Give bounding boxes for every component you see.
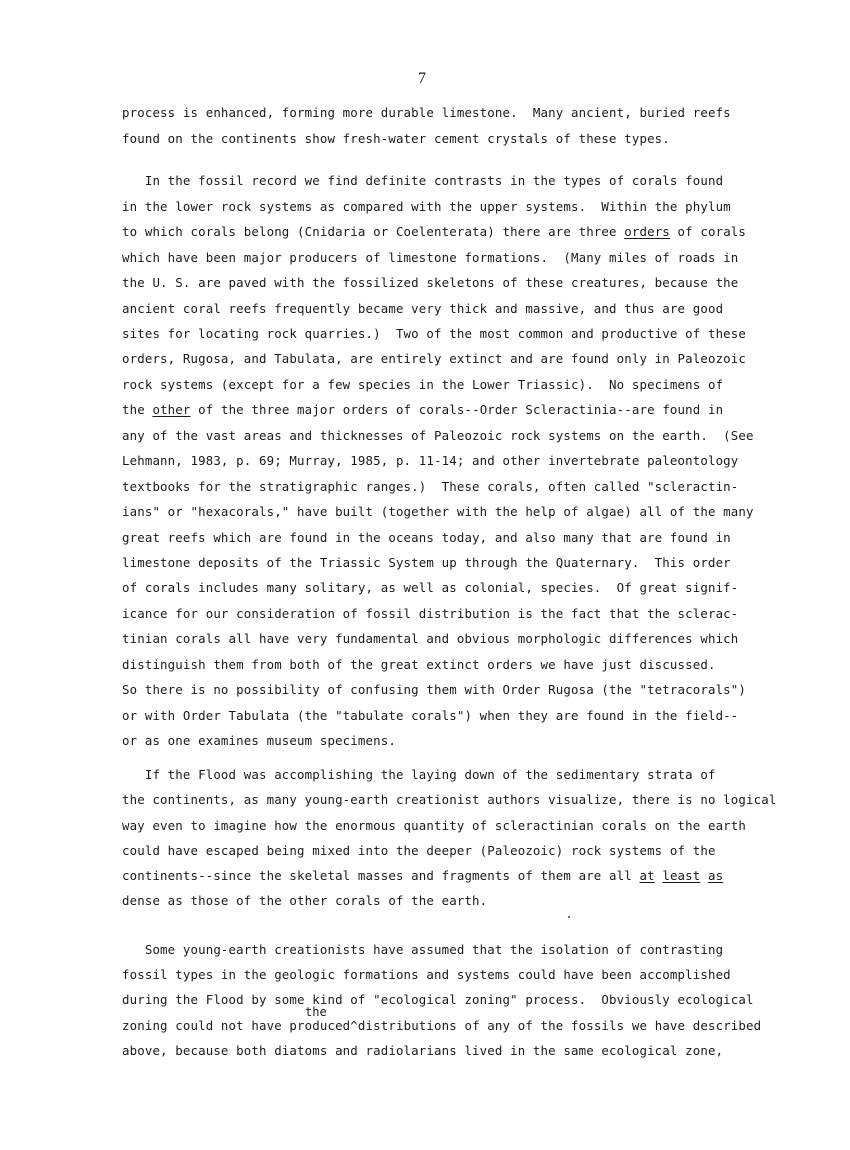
underlined-word: other — [152, 402, 191, 417]
page-number: 7 — [418, 70, 426, 87]
text-line: limestone deposits of the Triassic System up through the Quaternary. This order — [122, 555, 731, 570]
text-run — [700, 868, 708, 883]
text-run: the — [122, 402, 153, 417]
text-run: distributions of any of the fossils we have described — [357, 1018, 762, 1033]
text-line: great reefs which are found in the oceans today, and also many that are found in — [122, 530, 731, 545]
text-line: rock systems (except for a few species in the Lower Triassic). No specimens of — [122, 377, 724, 392]
handwritten-insertion: the — [305, 1005, 327, 1019]
text-line: which have been major producers of limestone formations. (Many miles of roads in — [122, 250, 739, 265]
text-line: In the fossil record we find definite contrasts in the types of corals found — [122, 173, 724, 188]
text-line: Lehmann, 1983, p. 69; Murray, 1985, p. 11-14; and other invertebrate paleontology — [122, 453, 739, 468]
insertion-caret: ^ — [350, 1018, 358, 1033]
text-line: icance for our consideration of fossil distribution is the fact that the sclerac- — [122, 606, 739, 621]
text-line: or as one examines museum specimens. — [122, 733, 396, 748]
text-line: ians" or "hexacorals," have built (together with the help of algae) all of the many — [122, 504, 754, 519]
text-line — [122, 402, 723, 418]
text-line: sites for locating rock quarries.) Two of the most common and productive of these — [122, 326, 747, 341]
text-run: zoning could not have produced — [122, 1018, 351, 1033]
text-line: tinian corals all have very fundamental and obvious morphologic differences which — [122, 631, 739, 646]
text-run: of the three major orders of corals--Order Scleractinia--are found in — [190, 402, 724, 417]
text-line: during the Flood by some kind of "ecological zoning" process. Obviously ecological — [122, 992, 754, 1007]
text-line: above, because both diatoms and radiolarians lived in the same ecological zone, — [122, 1043, 724, 1058]
text-line: any of the vast areas and thicknesses of Paleozoic rock systems on the earth. (See — [122, 428, 754, 443]
text-run: of corals — [669, 224, 747, 239]
text-line: the U. S. are paved with the fossilized skeletons of these creatures, because the — [122, 275, 739, 290]
underlined-word: as — [708, 868, 724, 883]
text-line: found on the continents show fresh-water cement crystals of these types. — [122, 131, 670, 146]
text-line: could have escaped being mixed into the deeper (Paleozoic) rock systems of the — [122, 843, 716, 858]
text-line: the continents, as many young-earth creationist authors visualize, there is no logical — [122, 792, 777, 807]
text-line: distinguish them from both of the great extinct orders we have just discussed. — [122, 657, 716, 672]
text-line: in the lower rock systems as compared with the upper systems. Within the phylum — [122, 199, 731, 214]
text-line — [122, 868, 723, 884]
text-line: of corals includes many solitary, as well as colonial, species. Of great signif- — [122, 580, 739, 595]
text-run: to which corals belong (Cnidaria or Coelenterata) there are three — [122, 224, 625, 239]
text-line: If the Flood was accomplishing the laying down of the sedimentary strata of — [122, 767, 716, 782]
text-line: fossil types in the geologic formations and systems could have been accomplished — [122, 967, 731, 982]
text-line: Some young-earth creationists have assumed that the isolation of contrasting — [122, 942, 724, 957]
text-line: ancient coral reefs frequently became very thick and massive, and thus are good — [122, 301, 724, 316]
text-line — [122, 224, 746, 240]
text-line: orders, Rugosa, and Tabulata, are entirely extinct and are found only in Paleozoic — [122, 351, 747, 366]
text-line: or with Order Tabulata (the "tabulate corals") when they are found in the field-- — [122, 708, 739, 723]
underlined-word: least — [662, 868, 701, 883]
text-run: continents--since the skeletal masses and fragments of them are all — [122, 868, 640, 883]
text-line: way even to imagine how the enormous quantity of scleractinian corals on the earth — [122, 818, 747, 833]
underlined-word: orders — [624, 224, 670, 239]
text-line: So there is no possibility of confusing them with Order Rugosa (the "tetracorals") — [122, 682, 747, 697]
text-line: process is enhanced, forming more durable limestone. Many ancient, buried reefs — [122, 105, 731, 120]
text-line: dense as those of the other corals of the earth. — [122, 893, 488, 908]
text-line — [122, 1018, 761, 1034]
scan-speck — [568, 916, 570, 918]
text-line: textbooks for the stratigraphic ranges.) These corals, often called "scleractin- — [122, 479, 739, 494]
underlined-word: at — [639, 868, 655, 883]
